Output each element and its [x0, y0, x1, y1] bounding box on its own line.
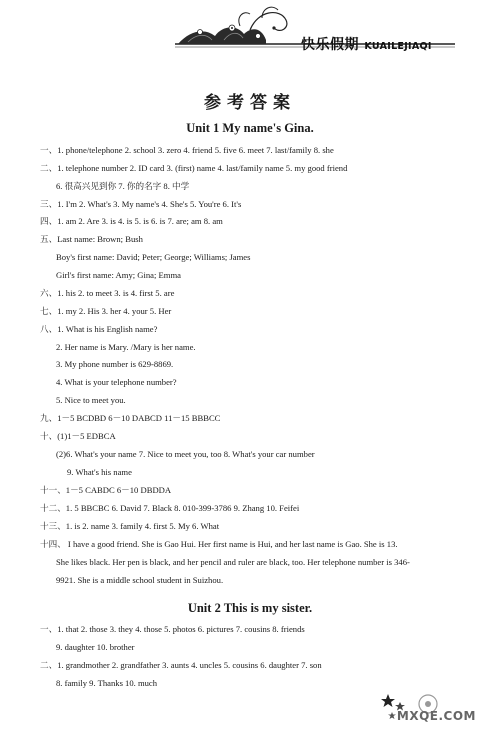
answer-line: 4. What is your telephone number? — [56, 377, 177, 387]
answer-line: 十二、1. 5 BBCBC 6. David 7. Black 8. 010-399-3786 9. Zhang 10. Feifei — [40, 503, 300, 513]
answer-line: (2)6. What's your name 7. Nice to meet you, too 8. What's your car number — [56, 449, 315, 459]
answer-line: 9921. She is a middle school student in Suizhou. — [56, 575, 224, 585]
answer-line: 三、1. I'm 2. What's 3. My name's 4. She's 5. You're 6. It's — [40, 199, 242, 209]
answer-line: 一、1. that 2. those 3. they 4. those 5. photos 6. pictures 7. cousins 8. friends — [40, 624, 305, 634]
answer-line: 一、1. phone/telephone 2. school 3. zero 4. friend 5. five 6. meet 7. last/family 8. she — [40, 145, 334, 155]
answer-line: Boy's first name: David; Peter; George; Williams; James — [56, 252, 251, 262]
answer-line: 六、1. his 2. to meet 3. is 4. first 5. are — [40, 288, 175, 298]
answer-line: 9. daughter 10. brother — [56, 642, 135, 652]
answer-line: 九、1－5 BCDBD 6－10 DABCD 11－15 BBBCC — [40, 413, 221, 423]
answer-line: 十三、1. is 2. name 3. family 4. first 5. My 6. What — [40, 521, 220, 531]
answer-line: 8. family 9. Thanks 10. much — [56, 678, 158, 688]
watermark — [380, 690, 490, 726]
brand-latin: KUAILEJIAQI — [364, 41, 432, 52]
answer-line: 二、1. grandmother 2. grandfather 3. aunts 4. uncles 5. cousins 6. daughter 7. son — [40, 660, 322, 670]
header-brand — [301, 34, 432, 54]
answer-line: Girl's first name: Amy; Gina; Emma — [56, 270, 181, 280]
answer-line: She likes black. Her pen is black, and her pencil and ruler are black, too. Her telephone number is 346- — [56, 557, 410, 567]
answer-line: 四、1. am 2. Are 3. is 4. is 5. is 6. is 7. are; am 8. am — [40, 216, 223, 226]
answer-line: 9. What's his name — [67, 467, 132, 477]
answer-line: 3. My phone number is 629-8869. — [56, 359, 174, 369]
answer-line: 6. 很高兴见到你 7. 你的名字 8. 中学 — [56, 181, 190, 191]
page-header — [0, 0, 500, 70]
answer-line: 2. Her name is Mary. /Mary is her name. — [56, 342, 196, 352]
answer-line: 五、Last name: Brown; Bush — [40, 234, 143, 244]
answer-line: 七、1. my 2. His 3. her 4. your 5. Her — [40, 306, 172, 316]
answer-line: 5. Nice to meet you. — [56, 395, 126, 405]
answer-line: 十一、1－5 CABDC 6－10 DBDDA — [40, 485, 172, 495]
unit-2-title: Unit 2 This is my sister. — [187, 601, 313, 615]
answer-line: 十四、 I have a good friend. She is Gao Hui. Her first name is Hui, and her last name is Gao. She is 13. — [40, 539, 398, 549]
brand-chinese: 快乐假期 — [301, 37, 359, 53]
page-title: 参考答案 — [204, 93, 296, 113]
answer-line: 二、1. telephone number 2. ID card 3. (first) name 4. last/family name 5. my good friend — [40, 163, 348, 173]
answer-line: 十、(1)1－5 EDBCA — [40, 431, 116, 441]
unit-1-title: Unit 1 My name's Gina. — [186, 121, 314, 135]
answer-line: 八、1. What is his English name? — [40, 324, 158, 334]
watermark-text: MXQE.COM — [396, 709, 476, 723]
